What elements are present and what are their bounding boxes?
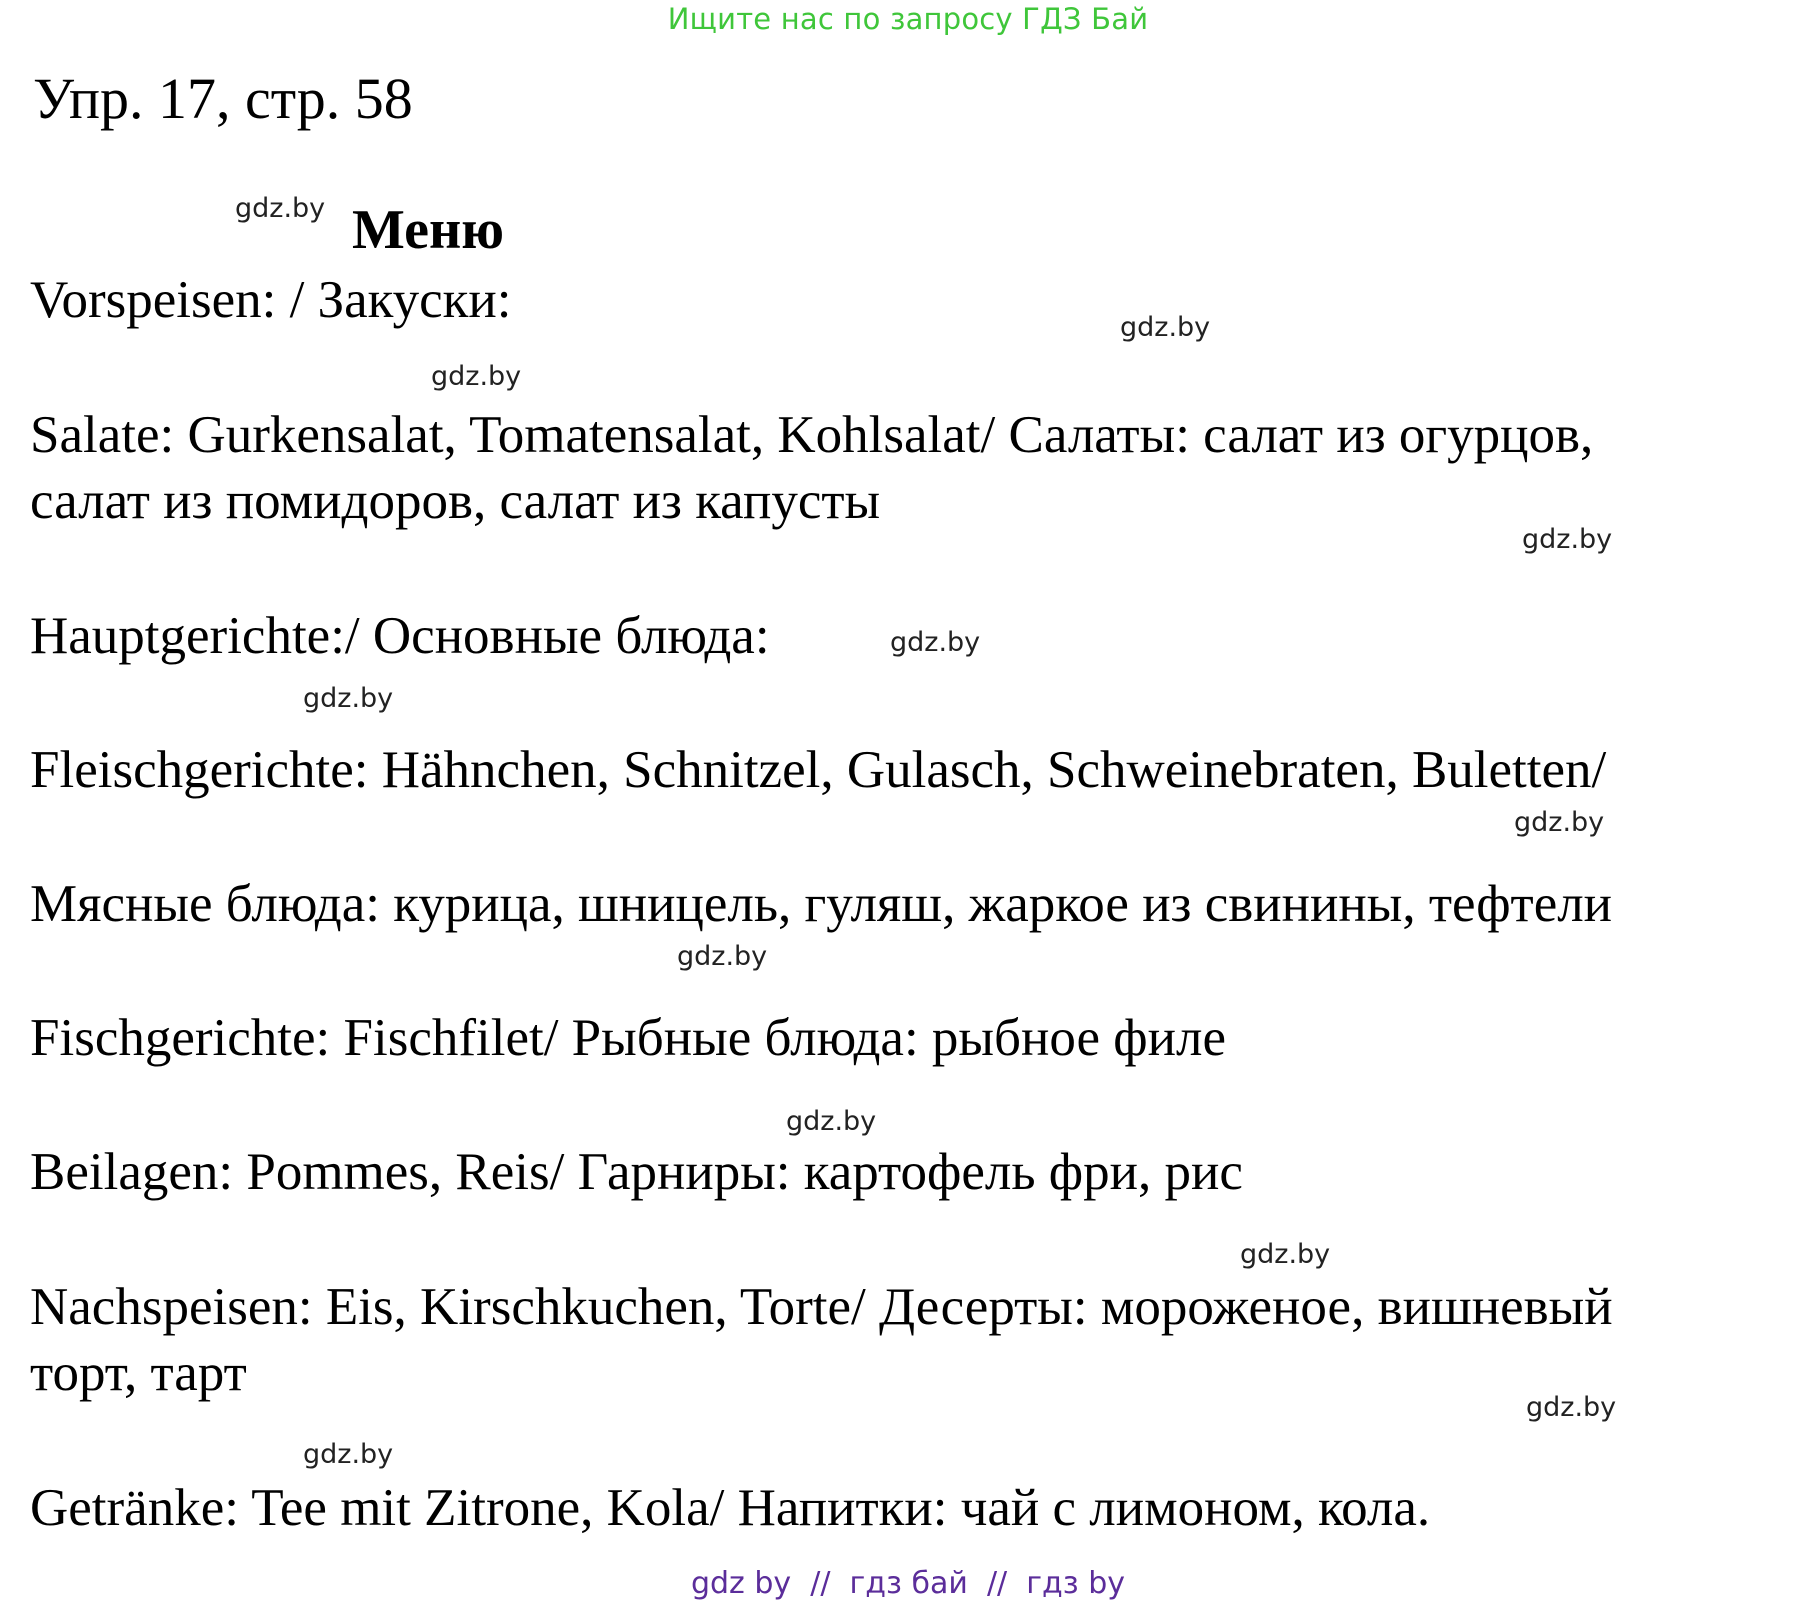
watermark: gdz.by: [235, 193, 326, 224]
menu-title: Меню: [352, 199, 505, 261]
menu-line-fischgerichte: Fischgerichte: Fischfilet/ Рыбные блюда: рыбное филе: [30, 1009, 1226, 1067]
menu-line-beilagen: Beilagen: Pommes, Reis/ Гарниры: картофель фри, рис: [30, 1143, 1243, 1201]
menu-line-nachspeisen-cont: торт, тарт: [30, 1344, 247, 1402]
footer-watermark: gdz by // гдз бай // гдз by: [690, 1566, 1126, 1601]
watermark: gdz.by: [890, 627, 981, 658]
menu-line-nachspeisen: Nachspeisen: Eis, Kirschkuchen, Torte/ Десерты: мороженое, вишневый: [30, 1278, 1613, 1336]
watermark: gdz.by: [303, 683, 394, 714]
menu-line-meat-dishes: Мясные блюда: курица, шницель, гуляш, жаркое из свинины, тефтели: [30, 875, 1613, 933]
watermark: gdz.by: [1522, 524, 1613, 555]
menu-line-fleischgerichte: Fleischgerichte: Hähnchen, Schnitzel, Gulasch, Schweinebraten, Buletten/: [30, 741, 1607, 799]
watermark: gdz.by: [677, 941, 768, 972]
menu-line-salate: Salate: Gurkensalat, Tomatensalat, Kohlsalat/ Салаты: салат из огурцов,: [30, 406, 1594, 464]
watermark: gdz.by: [431, 361, 522, 392]
exercise-heading: Упр. 17, стр. 58: [33, 66, 413, 131]
menu-line-getraenke: Getränke: Tee mit Zitrone, Kola/ Напитки: чай с лимоном, кола.: [30, 1479, 1431, 1537]
watermark: gdz.by: [786, 1106, 877, 1137]
menu-line-vorspeisen: Vorspeisen: / Закуски:: [30, 271, 512, 329]
watermark: gdz.by: [1120, 312, 1211, 343]
watermark: gdz.by: [1240, 1239, 1331, 1270]
menu-line-salate-cont: салат из помидоров, салат из капусты: [30, 472, 881, 530]
watermark: gdz.by: [1526, 1392, 1617, 1423]
watermark: gdz.by: [303, 1439, 394, 1470]
menu-line-hauptgerichte: Hauptgerichte:/ Основные блюда:: [30, 607, 770, 665]
search-hint-banner: Ищите нас по запросу ГДЗ Бай: [667, 2, 1149, 36]
watermark: gdz.by: [1514, 807, 1605, 838]
